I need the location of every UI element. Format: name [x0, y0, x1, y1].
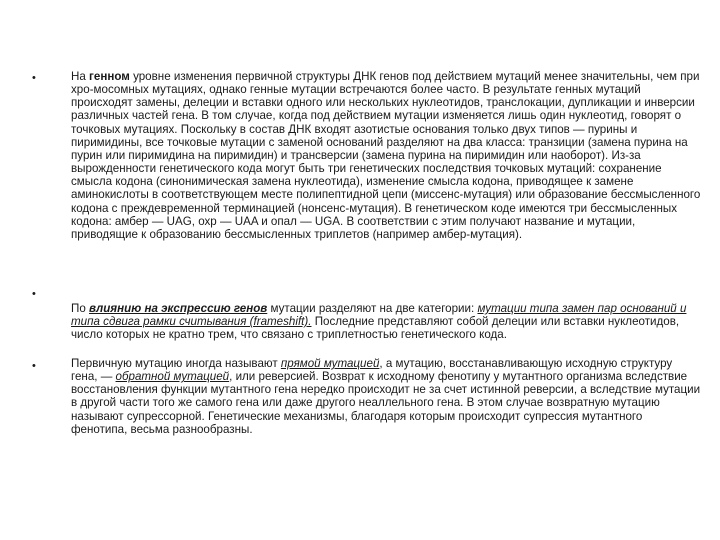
- paragraph-genetic-level: [71, 70, 701, 241]
- paragraph-expression-effect: [71, 302, 701, 341]
- p3-text-mid: , а мутацию, восстанавливающую исходную структуру гена, —: [71, 357, 673, 384]
- p1-text-start: На: [71, 70, 90, 83]
- p3-text-start: Первичную мутацию иногда называют: [71, 357, 281, 370]
- p3-italic-reverse-mutation: обратной мутацией: [115, 370, 230, 384]
- bullet-marker-3: •: [32, 360, 36, 372]
- p3-text-end: , или реверсией. Возврат к исходному фенотипу у мутантного организма вследствие восстановления функции мутантного гена нередко происходит не за счет истинной реверсии, а вследствие мутации в другой части того же самого гена или даже другого неаллельного гена. В этом случае возвратную мутацию называют супрессорной. Генетические механизмы, благодаря которым происходит супрессия мутантного фенотипа, весьма разнообразны.: [71, 370, 701, 436]
- paragraph-reversion: [71, 357, 701, 436]
- bullet-marker-2: •: [32, 288, 36, 300]
- p2-text-mid: мутации разделяют на две категории:: [267, 302, 478, 315]
- p1-text-body: уровне изменения первичной структуры ДНК генов под действием мутаций менее значительны, чем при хро-мосомных мутациях, однако генные мутации встречаются более часто. В результате генных мутаций происходят замены, делеции и вставки одного или нескольких нуклеотидов, транслокации, дупликации и инверсии различных частей гена. В том случае, когда под действием мутации изменяется лишь один нуклеотид, говорят о точковых мутациях. Поскольку в состав ДНК входят азотистые основания только двух типов — пурины и пиримидины, все точковые мутации с заменой оснований разделяют на два класса: транзиции (замена пурина на пурин или пиримидина на пиримидин) и трансверсии (замена пурина на пиримидин или наоборот). Из-за вырожденности генетического кода могут быть три генетических последствия точковых мутаций: сохранение смысла кодона (синонимическая замена нуклеотида), изменение смысла кодона, приводящее к замене аминокислоты в соответствующем месте полипептидной цепи (миссенс-мутация) или образование бессмысленного кодона с преждевременной терминацией (нонсенс-мутация). В генетическом коде имеются три бессмысленных кодона: амбер — UAG, охр — UAA и опал — UGA. В соответствии с этим получают название и мутации, приводящие к образованию бессмысленных триплетов (например амбер-мутация).: [71, 70, 701, 241]
- p3-italic-direct-mutation: прямой мутацией: [280, 357, 380, 370]
- bullet-marker-1: •: [32, 72, 36, 84]
- p2-italic-categories: мутации типа замен пар оснований и типа сдвига рамки считывания (frameshift).: [71, 302, 687, 329]
- p1-bold-term: генном: [89, 70, 130, 83]
- p2-text-end: Последние представляют собой делеции или вставки нуклеотидов, число которых не кратно трем, что связано с триплетностью генетического кода.: [71, 315, 680, 342]
- p2-bold-italic-term: влиянию на экспрессию генов: [89, 302, 268, 315]
- p2-text-start: По: [71, 302, 90, 315]
